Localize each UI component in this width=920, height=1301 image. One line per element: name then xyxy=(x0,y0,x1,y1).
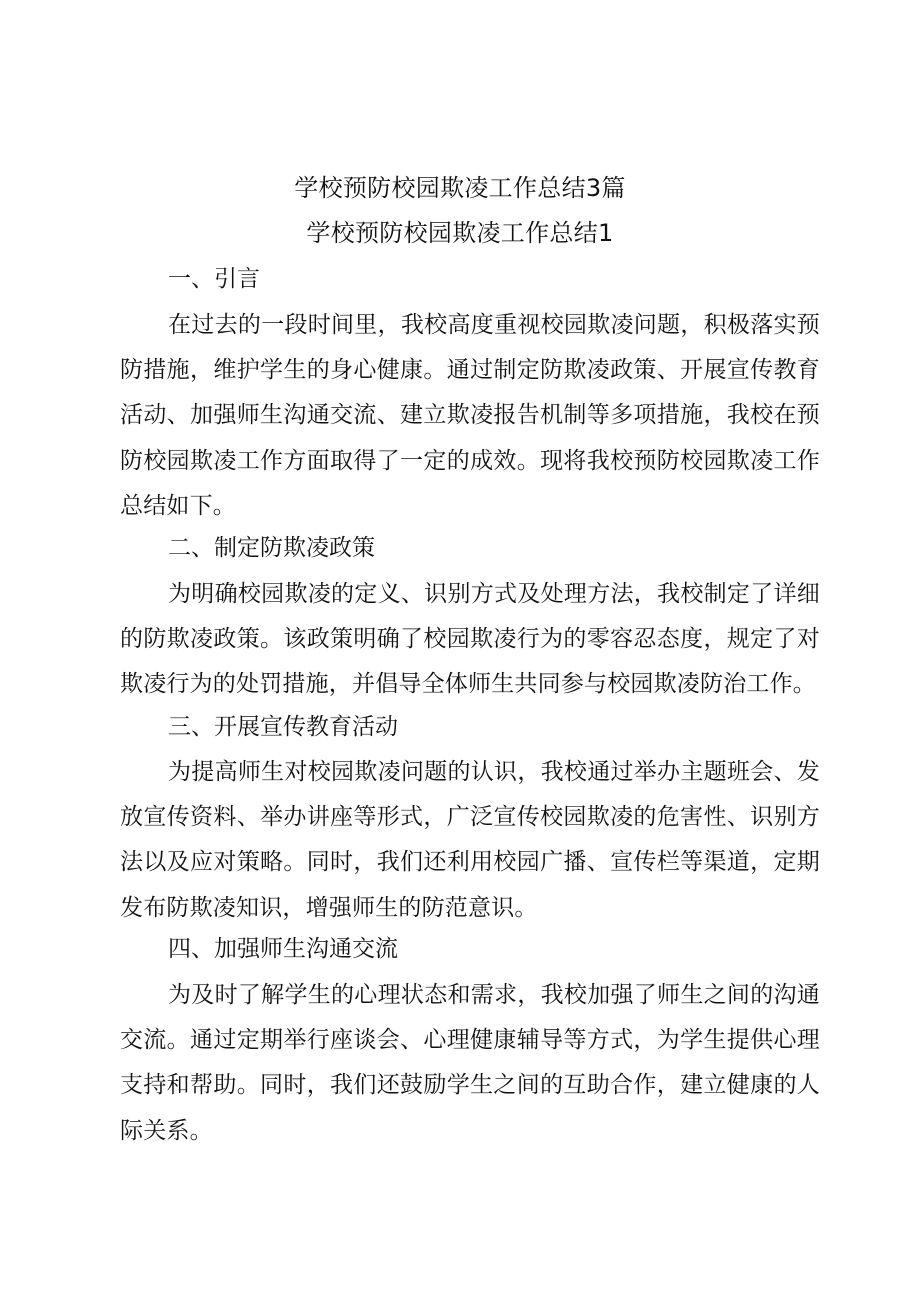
section-heading-policy: 二、制定防欺凌政策 xyxy=(168,535,375,561)
document-subtitle: 学校预防校园欺凌工作总结1 xyxy=(306,219,614,247)
section-body-policy: 为明确校园欺凌的定义、识别方式及处理方法，我校制定了详细的防欺凌政策。该政策明确了校园欺凌行为的零容忍态度，规定了对欺凌行为的处罚措施，并倡导全体师生共同参与校园欺凌防治工作。 xyxy=(120,581,820,698)
section-heading-education: 三、开展宣传教育活动 xyxy=(168,714,398,740)
section-body-education: 为提高师生对校园欺凌问题的认识，我校通过举办主题班会、发放宣传资料、举办讲座等形式，广泛宣传校园欺凌的危害性、识别方法以及应对策略。同时，我们还利用校园广播、宣传栏等渠道，定期发布防欺凌知识，增强师生的防范意识。 xyxy=(120,759,820,921)
document-title: 学校预防校园欺凌工作总结3篇 xyxy=(294,174,626,202)
section-heading-introduction: 一、引言 xyxy=(168,266,260,292)
section-body-introduction: 在过去的一段时间里，我校高度重视校园欺凌问题，积极落实预防措施，维护学生的身心健康。通过制定防欺凌政策、开展宣传教育活动、加强师生沟通交流、建立欺凌报告机制等多项措施，我校在预防校园欺凌工作方面取得了一定的成效。现将我校预防校园欺凌工作总结如下。 xyxy=(120,312,820,519)
section-heading-communication: 四、加强师生沟通交流 xyxy=(168,936,398,962)
section-body-communication: 为及时了解学生的心理状态和需求，我校加强了师生之间的沟通交流。通过定期举行座谈会、心理健康辅导等方式，为学生提供心理支持和帮助。同时，我们还鼓励学生之间的互助合作，建立健康的人际关系。 xyxy=(120,982,820,1144)
